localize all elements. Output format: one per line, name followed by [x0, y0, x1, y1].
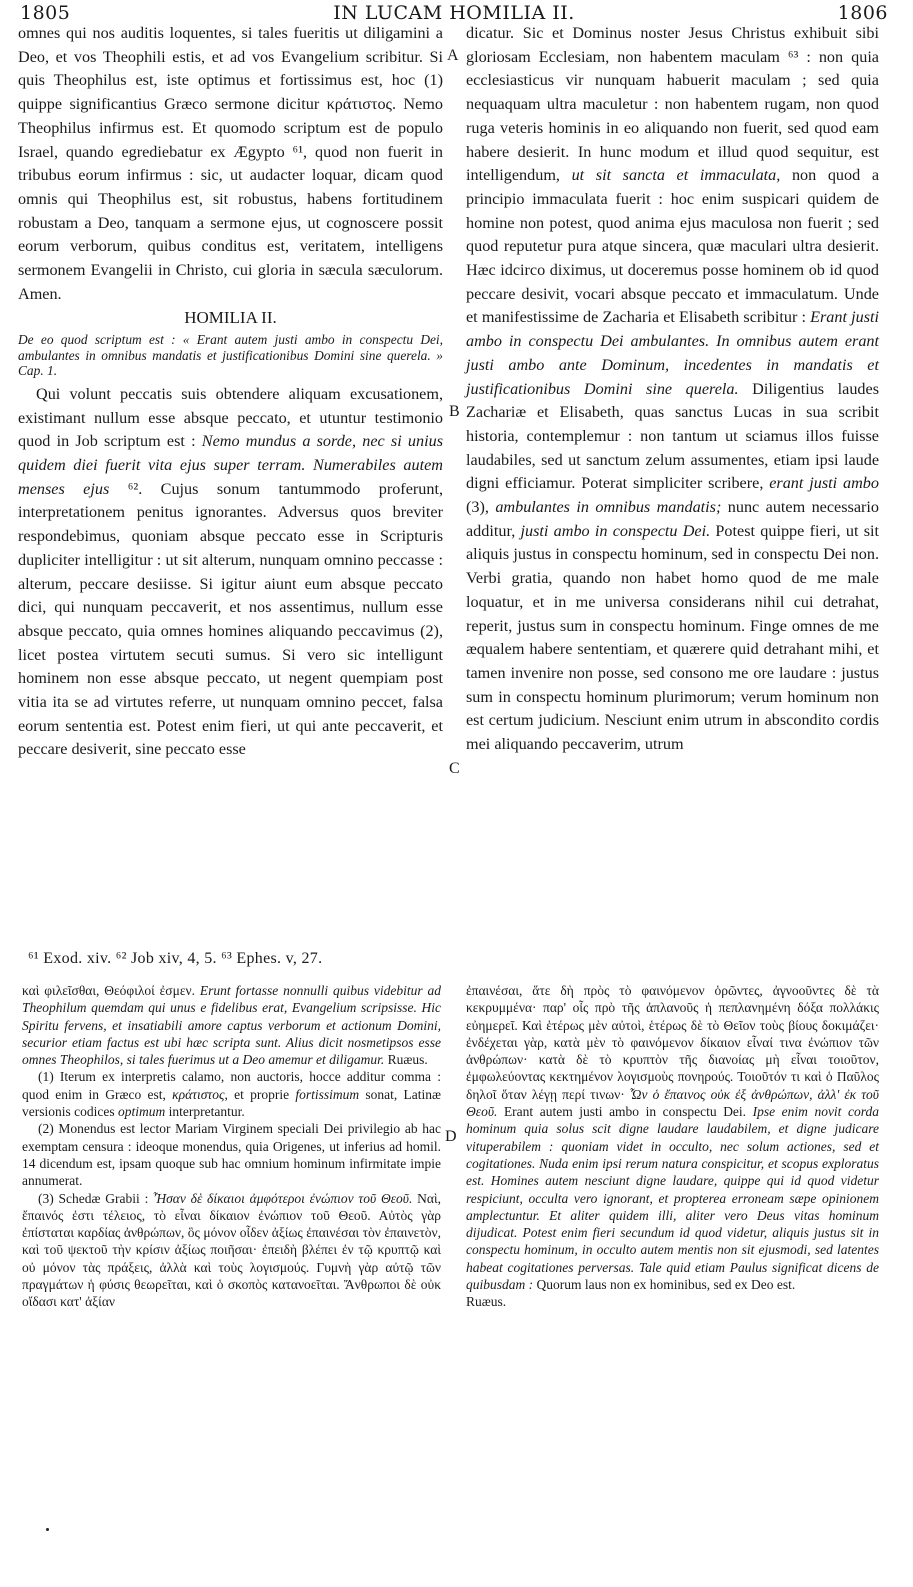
- text-run: , et proprie: [224, 1086, 296, 1102]
- paragraph-conclusion: omnes qui nos auditis loquentes, si tales fueritis ut diligamini a Deo, et vos Theophili estis, et ad vos Evangelium scribitur. Si quis Theophilus est, iste optimus et fortissimus est, hoc (1) quippe significantius Græco sermone dicitur κράτιστος. Nemo Theophilus infirmus est. Et quomodo scriptum est de populo Israel, quando egrediebatur ex Ægypto ⁶¹, quod non fuerit in tribubus eorum infirmus : sic, ut audacter loquar, dicam quod omnis qui Theophilus est, sit robustus, habens fortitudinem robustam a Deo, tanquam a sermone ejus, ut cognoscere possit eorum verborum, quibus conditus est, veritatem, intelligens sermonem Evangelii in Christo, cui gloria in sæcula sæculorum. Amen.: [18, 24, 443, 303]
- dot-mark: [46, 1528, 49, 1531]
- margin-marker-b: B: [449, 403, 460, 420]
- text-run: (1) Iterum ex interpretis calamo, non auctoris, hocce additur comma : quod enim in Græco est,: [22, 1069, 441, 1102]
- notes-column-right: [466, 982, 879, 1311]
- quotation: justi ambo in conspectu Dei.: [520, 521, 711, 540]
- running-header: [20, 2, 888, 24]
- note-3-continuation: [466, 982, 879, 1293]
- margin-marker-d: D: [445, 1128, 457, 1145]
- latin-translation: Ipse enim novit corda hominum quia solus scit digne laudare laudabilem, et digne judicare vituperabilem : quoniam videt in occulto, nec solum actiones, sed et cogitationes. Nuda enim ipsi rerum natura conspicitur, et scopus exploratus est. Homines autem nesciunt digne laudare, quippe qui id quod videtur respiciunt, occulta vero ignorant, et propterea erroneam sæpe opinionem amplectuntur. Et aliter quidem illi, aliter vero Deus vitas hominum dijudicat. Potest enim fieri secundum id quod videtur, aliquis justus sit in conspectu hominum, in occulto autem mentis non sit ejusmodi, sed latentes habeat cogitationes perversas. Tale quid etiam Paulus significat dicens de quibusdam :: [466, 1104, 879, 1293]
- text-run: Diligentius laudes Zachariæ et Elisabeth, quas sanctus Lucas in sua scribit historia, contemplemur : non tantum ut sciamus illos fuisse laudabiles, sed ut sanctum zelum assumentes, etiam ipsi laude digni efficiamur. Poterat simpliciter scribere,: [466, 379, 880, 493]
- main-column-right: [466, 22, 879, 757]
- paragraph-continuation: [466, 22, 879, 757]
- greek-quotation: Ἦσαν δὲ δίκαιοι ἀμφότεροι ἐνώπιον τοῦ Θεοῦ.: [153, 1190, 413, 1206]
- editor-signature: Ruæus.: [466, 1294, 507, 1310]
- text-run: interpretantur.: [165, 1104, 245, 1120]
- greek-word: κράτιστος: [172, 1086, 225, 1102]
- job-quotation: Nemo mundus a sorde, nec si unius quidem diei fuerit vita ejus super terram. Numerabiles autem menses ejus: [18, 432, 443, 498]
- margin-marker-a: A: [447, 47, 459, 64]
- notes-column-left: [22, 982, 441, 1311]
- quotation: ut sit sancta et immaculata,: [571, 166, 781, 185]
- greek-quotation: Ὧν ὁ ἔπαινος οὐκ ἐξ ἀνθρώπων, ἀλλ' ἐκ τοῦ Θεοῦ.: [466, 1086, 879, 1120]
- latin-word: optimum: [117, 1104, 166, 1120]
- note-2: (2) Monendus est lector Mariam Virginem speciali Dei privilegio ab hac exemptam censura : ideoque monendus, quia Origenes, ut inferius ad homil. 14 dicendum est, ipsam quoque sub hac omnium hominum infirmitate impie annumerat.: [22, 1121, 441, 1189]
- text-run: Potest quippe fieri, ut sit aliquis justus in conspectu hominum, sed in conspectu Dei non. Verbi gratia, quando non habet homo quod de me male loquatur, et in me universa considerans nihil cui detrahat, reperit, justus sum in conspectu hominum. Finge omnes de me æqualem habere sententiam, et quærere quid detrahant mihi, et tamen invenire non posse, sed consono me ore laudare : justus sum in conspectu hominum plurimorum; verum hominum non est certum judicium. Nesciunt enim utrum in abscondito cordis mei aliquando peccaverim, utrum: [466, 521, 880, 754]
- running-title: IN LUCAM HOMILIA II.: [333, 2, 575, 24]
- margin-marker-c: C: [449, 760, 460, 777]
- greek-text: καὶ φιλεῖσθαι, Θεόφιλοί ἐσμεν.: [22, 983, 200, 998]
- text-run: Erant autem justi ambo in conspectu Dei.: [497, 1104, 753, 1120]
- quotation: ambulantes in omnibus mandatis;: [495, 498, 722, 517]
- page-number-left: 1805: [20, 2, 71, 24]
- text-run: sonat, Latinæ versionis codices: [22, 1086, 441, 1120]
- text-run: Qui volunt peccatis suis obtendere aliquam excusationem, existimant nullum esse absque peccato, et utuntur testimonio quod in Job scriptum est :: [18, 384, 443, 451]
- note-latin: Erunt fortasse nonnulli quibus videbitur ad Theophilum quemdam qui unus e fidelibus erat, Evangelium scripsisse. Hic Spiritu fervens, et insatiabili amore captus verborum et actionum Domini, securior etiam factus est ubi hæc scripta sunt. Alius dicit nosmetipsos esse omnes Theophilos, si tales fuerimus ut a Deo amemur et diligamur.: [22, 983, 441, 1068]
- text-run: (3),: [466, 498, 496, 517]
- editor-signature: Ruæus.: [384, 1052, 428, 1068]
- main-column-left: [18, 22, 443, 762]
- text-run: Quorum laus non ex hominibus, sed ex Deo est.: [533, 1277, 796, 1293]
- text-run: (3) Schedæ Grabii :: [38, 1190, 154, 1206]
- latin-word: fortissimum: [295, 1086, 360, 1102]
- text-run: ⁶². Cujus sonum tantummodo proferunt, interpretationem penitus ignorantes. Adversus quos breviter respondebimus, quoniam absque peccato esse in Scripturis dupliciter intelligitur : ut sit alterum, nunquam omnino peccasse : alterum, peccare desiisse. Si igitur aiunt eum absque peccato dici, qui nunquam peccaverit, et nos assentimus, nullum esse absque peccato, quia omnes homines aliquando peccavimus (2), licet postea virtutem secuti sumus. Si vero sic intelligunt hominem non esse absque peccato, ut negent quempiam post vitia ita se ad virtutes referre, ut nunquam omnino peccet, falsa eorum sententia est. Potest enim fieri, ut qui ante peccaverit, et peccare desiverit, sine peccato esse: [18, 479, 444, 759]
- scripture-references: ⁶¹ Exod. xiv. ⁶² Job xiv, 4, 5. ⁶³ Ephes. v, 27.: [28, 950, 323, 967]
- note-1: [22, 1068, 441, 1120]
- note-continuation: [22, 982, 441, 1068]
- text-run: dicatur. Sic et Dominus noster Jesus Christus exhibuit sibi gloriosam Ecclesiam, non habentem maculam ⁶³ : non quia ecclesiasticus vir nunquam habuerit maculam ; sed quia nequaquam ultra maculetur : non habentem rugam, non quod ruga veteris hominis in eo aliquando non fuerit, sed quod eam habere desierit. In hunc modum et illud quod sequitur, est intelligendum,: [466, 24, 879, 185]
- text-run: non quod a principio immaculata fuerit : hoc enim suspicari quidem de homine non potest, quod anima ejus maculosa non fuerit ; sed quod reputetur pura atque sincera, quæ maculari ultra desierit. Hæc idcirco diximus, ut doceremus posse hominem ob id quod peccare desivit, vocari absque peccato et immaculatum. Unde et manifestissime de Zacharia et Elisabeth scribitur :: [466, 166, 879, 327]
- homily-argument: De eo quod scriptum est : « Erant autem justi ambo in conspectu Dei, ambulantes in omnibus mandatis et justificationibus Domini sine querela. » Cap. 1.: [18, 332, 443, 379]
- quotation: erant justi ambo: [769, 474, 879, 493]
- text-run: nunc autem necessario additur,: [466, 498, 880, 540]
- greek-text: ἐπαινέσαι, ἅτε δὴ πρὸς τὸ φαινόμενον ὁρῶντες, ἀγνοοῦντες δὲ τὰ κεκρυμμένα· παρ' οἷς πρὸ τῆς ἀπλανοῦς ἡ πεπλανημένη δόξα πολλάκις εὐημερεῖ. Καὶ ἑτέρως μὲν αὐτοὶ, ἑτέρως δὲ τὸ Θεῖον τοὺς βίους δοκιμάζει· ἐνδέχεται γὰρ, κατὰ μὲν τὸ φαινόμενον δίκαιον εἶναί τινα ἐνώπιον τῶν ἀνθρώπων· κατὰ δὲ τὸ κρυπτὸν τῆς διανοίας μὴ εἶναι τοιοῦτον, ἐμφωλεύοντας κεκτημένον λογισμοὺς πονηρούς. Τοιοῦτόν τι καὶ ὁ Παῦλος δηλοῖ ὅταν λέγῃ περί τινων·: [466, 983, 879, 1102]
- note-3: [22, 1190, 441, 1311]
- luke-quotation: Erant justi ambo in conspectu Dei ambulantes. In omnibus autem erant justi ambo ante Dominum, incedentes in mandatis et justificationibus Domini sine querela.: [466, 308, 879, 398]
- page-number-right: 1806: [837, 2, 888, 24]
- greek-text: Ναὶ, ἔπαινός ἐστι τέλειος, τὸ εἶναι δίκαιον ἐνώπιον τοῦ Θεοῦ. Αὐτὸς γὰρ ἐπίσταται καρδίας ἀνθρώπων, ὃς μόνον οἶδεν ἀξίως ἐπαινέσαι τὸν ἐπαινετὸν, καὶ τοῦ ψεκτοῦ τὴν κρίσιν ἀξίως ποιῆσαι· ἐπειδὴ βλέπει ἐν τῷ κρυπτῷ καὶ οὐ μόνον τὰς πράξεις, ἀλλὰ καὶ τοὺς λογισμούς. Γυμνὴ γὰρ αὐτῷ τῶν πραγμάτων ἡ φύσις θεωρεῖται, καὶ ὁ σκοπὸς κατανοεῖται. Ἄνθρωποι δὲ οὐκ οἴδασι κατ' ἀξίαν: [22, 1190, 441, 1310]
- homily-title: HOMILIA II.: [184, 308, 277, 328]
- paragraph-opening: [18, 383, 443, 762]
